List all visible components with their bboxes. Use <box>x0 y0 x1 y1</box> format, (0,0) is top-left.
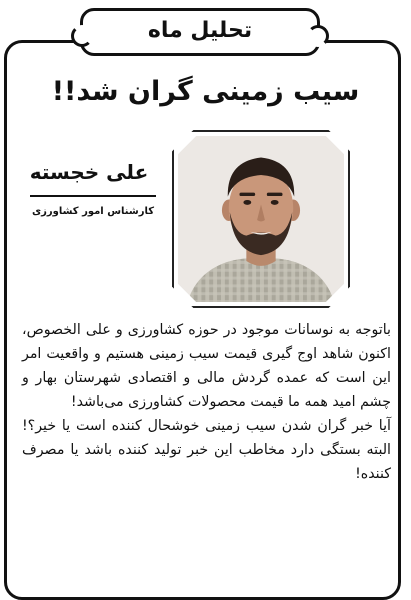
author-portrait-icon <box>178 136 344 302</box>
author-divider <box>30 195 156 197</box>
body-paragraph-2: آیا خبر گران شدن سیب زمینی خوشحال کننده است یا خیر؟! البته بستگی دارد مخاطب این خبر تولید کننده باشد یا مصرف کننده! <box>22 418 391 482</box>
article-headline: سیب زمینی گران شد!! <box>51 76 360 107</box>
author-name: علی خجسته <box>29 160 149 184</box>
section-title: تحلیل ماه <box>147 17 253 43</box>
section-header-tab <box>80 8 320 56</box>
author-title: کارشناس امور کشاورزی <box>31 206 155 217</box>
author-photo <box>172 130 350 308</box>
body-paragraph-1: باتوجه به نوسانات موجود در حوزه کشاورزی و علی الخصوص، اکنون شاهد اوج گیری قیمت سیب زمینی هستیم و واقعیت امر این است که عمده گردش مالی و اقتصادی شهرستان بهار و چشم امید همه ما قیمت محصولات کشاورزی می‌باشد! <box>22 322 391 410</box>
tab-ornament-left <box>71 25 93 47</box>
tab-ornament-right <box>307 25 329 47</box>
article-body <box>22 318 391 486</box>
